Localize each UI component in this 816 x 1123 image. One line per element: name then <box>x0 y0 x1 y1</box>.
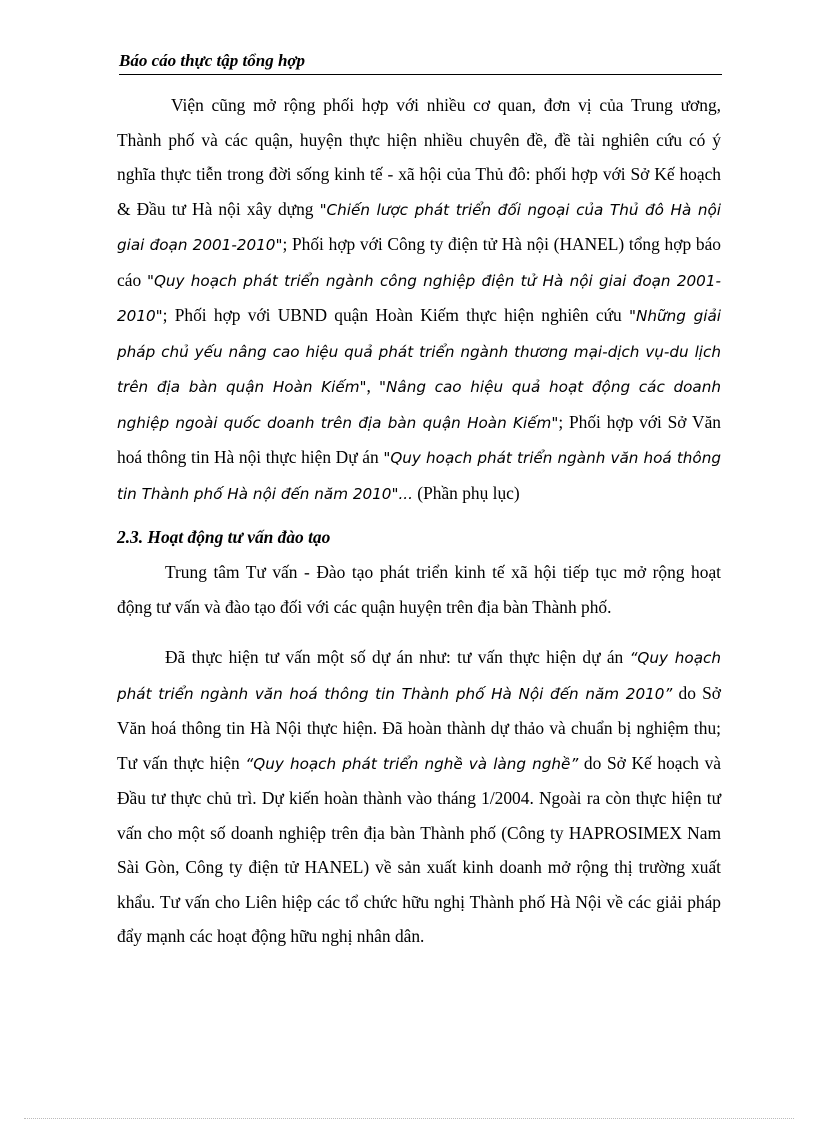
text-run: do Sở Kế hoạch và Đầu tư thực chủ trì. Dự kiến hoàn thành vào tháng 1/2004. Ngoài ra còn thực hiện tư vấn cho một số doanh nghiệp trên địa bàn Thành phố (Công ty HAPROSIMEX Nam Sài Gòn, Công ty điện tử HANEL) về sản xuất kinh doanh mở rộng thị trường xuất khẩu. Tư vấn cho Liên hiệp các tổ chức hữu nghị Thành phố Hà Nội về các giải pháp đẩy mạnh các hoạt động hữu nghị nhân dân. <box>117 752 721 946</box>
paragraph-cooperation <box>117 88 721 511</box>
header-title: Báo cáo thực tập tổng hợp <box>119 51 306 70</box>
quoted-project-title: "Những giải pháp chủ yếu nâng cao hiệu quả phát triển ngành thương mại-dịch vụ-du lịch trên địa bàn quận Hoàn Kiếm" <box>117 307 721 396</box>
text-run: (Phần phụ lục) <box>412 482 520 503</box>
quoted-project-title: "Quy hoạch phát triển ngành văn hoá thông tin Thành phố Hà nội đến năm 2010"... <box>117 449 721 503</box>
text-run: do Sở Văn hoá thông tin Hà Nội thực hiện. Đã hoàn thành dự thảo và chuẩn bị nghiệm thu; Tư vấn thực hiện <box>117 682 721 773</box>
page-header <box>119 50 722 75</box>
text-run: ; Phối hợp với Công ty điện tử Hà nội (HANEL) tổng hợp báo cáo <box>117 234 721 290</box>
page-bottom-divider <box>24 1118 794 1119</box>
quoted-project-title: "Quy hoạch phát triển ngành công nghiệp điện tử Hà nội giai đoạn 2001-2010" <box>117 271 721 325</box>
text-run: ; Phối hợp với UBND quận Hoàn Kiếm thực hiện nghiên cứu <box>162 305 629 325</box>
paragraph-consulting-projects <box>117 640 721 954</box>
paragraph-training-center: Trung tâm Tư vấn - Đào tạo phát triển kinh tế xã hội tiếp tục mở rộng hoạt động tư vấn và đào tạo đối với các quận huyện trên địa bàn Thành phố. <box>117 562 721 617</box>
document-body <box>117 88 721 954</box>
quoted-project-title: "Chiến lược phát triển đối ngoại của Thủ đô Hà nội giai đoạn 2001-2010" <box>117 200 721 254</box>
text-run: ; Phối hợp với Sở Văn hoá thông tin Hà nội thực hiện Dự án <box>117 411 721 467</box>
section-heading: 2.3. Hoạt động tư vấn đào tạo <box>117 527 331 547</box>
quoted-project-title: "Nâng cao hiệu quả hoạt động các doanh nghiệp ngoài quốc doanh trên địa bàn quận Hoàn Kiếm" <box>117 378 721 432</box>
quoted-project-title: “Quy hoạch phát triển ngành văn hoá thông tin Thành phố Hà Nội đến năm 2010” <box>117 649 721 703</box>
quoted-project-title: “Quy hoạch phát triển nghề và làng nghề” <box>245 754 579 773</box>
text-run: Viện cũng mở rộng phối hợp với nhiều cơ quan, đơn vị của Trung ương, Thành phố và các quận, huyện thực hiện nhiều chuyên đề, đề tài nghiên cứu có ý nghĩa thực tiễn trong đời sống kinh tế - xã hội của Thủ đô: phối hợp với Sở Kế hoạch & Đầu tư Hà nội xây dựng <box>117 95 721 219</box>
text-run: Đã thực hiện tư vấn một số dự án như: tư vấn thực hiện dự án <box>165 647 630 667</box>
text-run: , <box>366 376 380 396</box>
